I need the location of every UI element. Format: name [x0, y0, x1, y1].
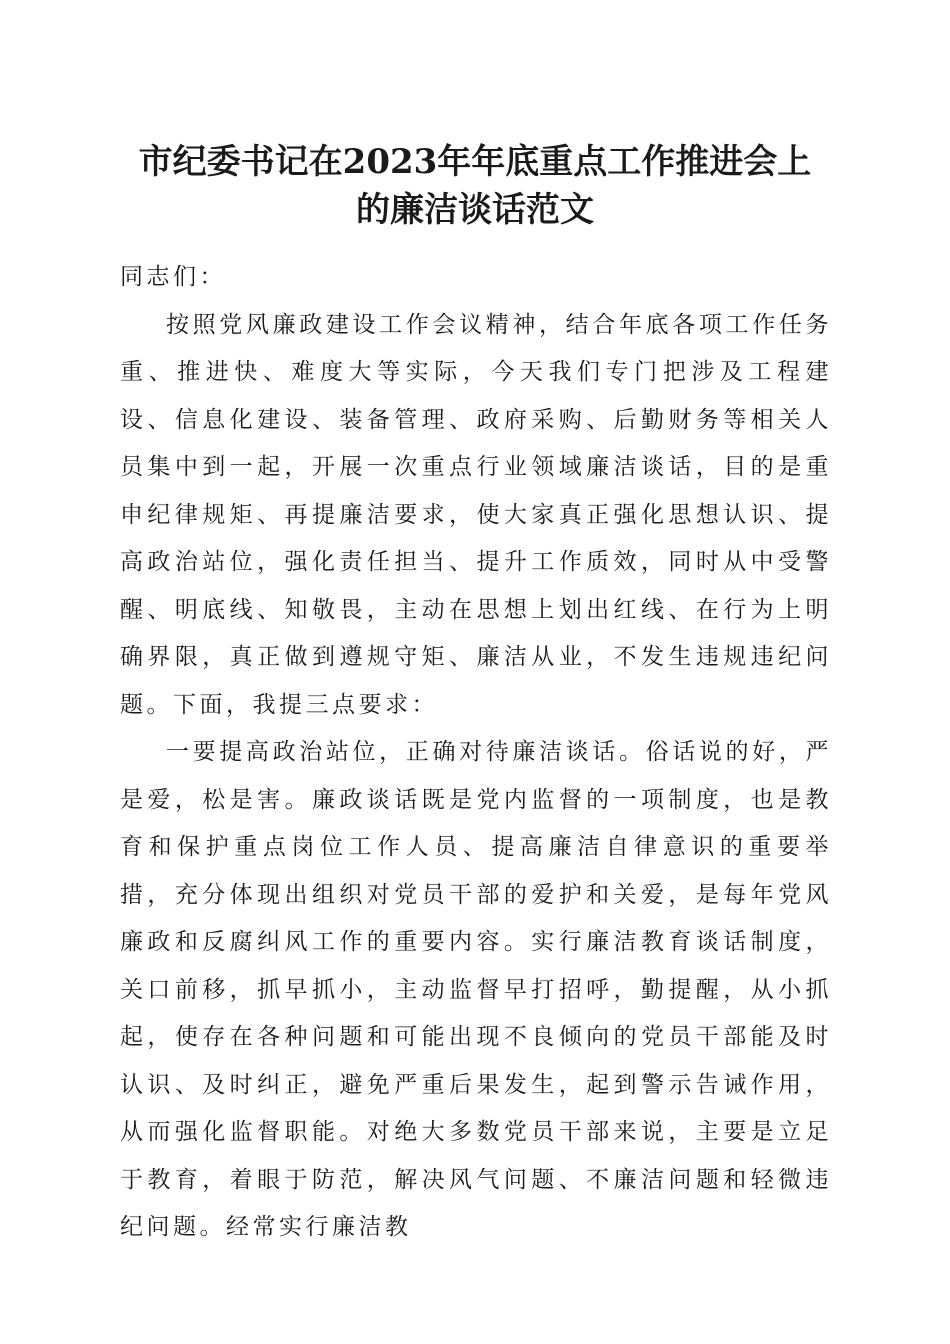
paragraph-1: 按照党风廉政建设工作会议精神，结合年底各项工作任务重、推进快、难度大等实际，今天我们专门把涉及工程建设、信息化建设、装备管理、政府采购、后勤财务等相关人员集中到一起，开展一次重点行业领域廉洁谈话，目的是重申纪律规矩、再提廉洁要求，使大家真正强化思想认识、提高政治站位，强化责任担当、提升工作质效，同时从中受警醒、明底线、知敬畏，主动在思想上划出红线、在行为上明确界限，真正做到遵规守矩、廉洁从业，不发生违规违纪问题。下面，我提三点要求：: [120, 311, 832, 718]
salutation: 同志们：: [120, 264, 226, 290]
document-title: [100, 138, 850, 234]
title-line-1: 市纪委书记在2023年年底重点工作推进会上: [138, 142, 812, 182]
title-line-2: 的廉洁谈话范文: [356, 190, 594, 230]
document-body: [120, 254, 832, 1252]
paragraph-2: 一要提高政治站位，正确对待廉洁谈话。俗话说的好，严是爱，松是害。廉政谈话既是党内监督的一项制度，也是教育和保护重点岗位工作人员、提高廉洁自律意识的重要举措，充分体现出组织对党员干部的爱护和关爱，是每年党风廉政和反腐纠风工作的重要内容。实行廉洁教育谈话制度，关口前移，抓早抓小，主动监督早打招呼，勤提醒，从小抓起，使存在各种问题和可能出现不良倾向的党员干部能及时认识、及时纠正，避免严重后果发生，起到警示告诫作用，从而强化监督职能。对绝大多数党员干部来说，主要是立足于教育，着眼于防范，解决风气问题、不廉洁问题和轻微违纪问题。经常实行廉洁教: [120, 739, 832, 1240]
